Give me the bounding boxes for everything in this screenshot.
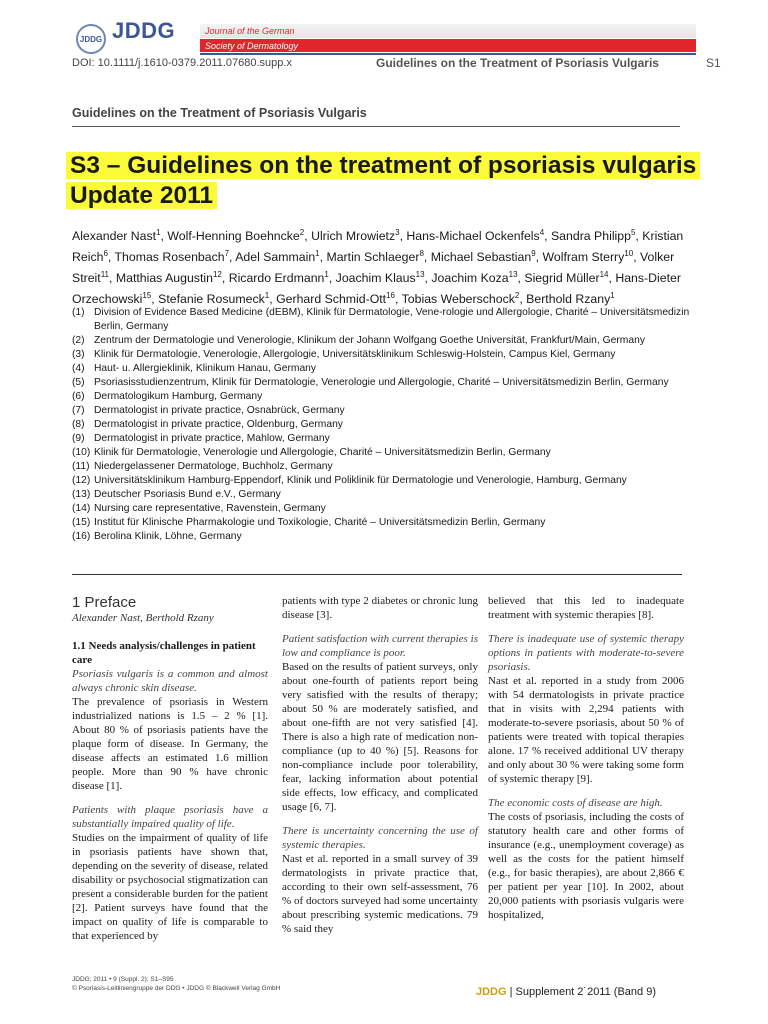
paragraph: Studies on the impairment of quality of life in psoriasis patients have shown that, depending on the severity of disease, related disability or psychosocial stigmatization can present a considerable burden for the patient [2]. Patient surveys have found that the impact on quality of life is comparable to that experienced by xyxy=(72,832,268,942)
affiliation-number: (2) xyxy=(72,335,85,346)
paragraph: Nast et al. reported in a small survey of 39 dermatologists in private practice that, according to their own self-assessment, 76 % of doctors surveyed had some uncertainty about prescribing systemic medications. 79 % said they xyxy=(282,853,478,935)
article-title xyxy=(66,151,700,211)
footer-citation xyxy=(72,975,280,993)
author-affiliation-ref: 1 xyxy=(156,228,161,237)
journal-tagline-line1: Journal of the German xyxy=(205,26,295,36)
affiliation-number: (6) xyxy=(72,391,85,402)
author-name: Ulrich Mrowietz xyxy=(311,229,396,244)
affiliation-item xyxy=(72,488,692,502)
paragraph: The costs of psoriasis, including the costs of statutory health care and other forms of insurance (e.g., unemployment coverage) as well as the costs for the patient himself (e.g., for basic therapies), are about 2,866 € per patient per year [10]. In 2002, about 20,000 patients with psoriasis vulgaris were hospitalized, xyxy=(488,811,684,921)
affiliation-text: Dermatologist in private practice, Mahlow, Germany xyxy=(94,433,330,444)
author-affiliation-ref: 15 xyxy=(142,291,152,301)
running-title: Guidelines on the Treatment of Psoriasis Vulgaris xyxy=(376,56,659,70)
key-statement: There is uncertainty concerning the use of systemic therapies. xyxy=(282,825,478,851)
affiliation-text: Berolina Klinik, Löhne, Germany xyxy=(94,531,242,542)
author-name: Hans-Dieter Orzechowski xyxy=(72,271,681,307)
author-affiliation-ref: 1 xyxy=(315,249,320,259)
footer-citation-line1: JDDG; 2011 • 9 (Suppl. 2): S1–S95 xyxy=(72,976,174,983)
affiliation-item xyxy=(72,460,692,474)
footer-brand: JDDG xyxy=(476,986,507,998)
affiliation-number: (8) xyxy=(72,419,85,430)
author-name: Wolf-Henning Boehncke xyxy=(167,229,300,244)
affiliation-item xyxy=(72,306,692,334)
author-affiliation-ref: 1 xyxy=(264,291,270,301)
paragraph: Nast et al. reported in a study from 2006 with 54 dermatologists in private practice that in visits with 2,294 patients with moderate-to-severe psoriasis, about 50 % of patients were treated with topical therapies alone. 17 % received additional UV therapy and only about 30 % were taking some form of systemic therapy [9]. xyxy=(488,675,684,785)
affiliation-text: Dermatologist in private practice, Oldenburg, Germany xyxy=(94,419,343,430)
author-name: Kristian Reich xyxy=(72,229,684,265)
author-name: Joachim Klaus xyxy=(335,271,416,286)
subsection-heading: 1.1 Needs analysis/challenges in patient care xyxy=(72,640,256,666)
author-affiliation-ref: 14 xyxy=(599,270,609,280)
author-affiliation-ref: 13 xyxy=(415,270,425,280)
header-rule xyxy=(200,53,696,55)
affiliation-text: Institut für Klinische Pharmakologie und Toxikologie, Charité – Universitätsmedizin Berlin, Germany xyxy=(94,517,546,528)
affiliation-item xyxy=(72,432,692,446)
author-affiliation-ref: 4 xyxy=(539,228,545,237)
author-name: Thomas Rosenbach xyxy=(114,250,225,265)
affiliation-item xyxy=(72,390,692,404)
affiliation-number: (12) xyxy=(72,475,91,486)
affiliation-number: (4) xyxy=(72,363,85,374)
affiliation-number: (9) xyxy=(72,433,85,444)
section-title: Guidelines on the Treatment of Psoriasis Vulgaris xyxy=(72,106,367,120)
body-column-1 xyxy=(72,594,268,953)
affiliation-item xyxy=(72,348,692,362)
footer-journal-info xyxy=(476,986,656,998)
affiliation-item xyxy=(72,376,692,390)
key-statement: Patient satisfaction with current therapies is low and compliance is poor. xyxy=(282,633,478,659)
journal-tagline-line2: Society of Dermatology xyxy=(205,41,299,51)
affiliation-number: (16) xyxy=(72,531,91,542)
author-name: Ricardo Erdmann xyxy=(228,271,325,286)
affiliation-item xyxy=(72,362,692,376)
body-column-2 xyxy=(282,594,478,946)
author-affiliation-ref: 12 xyxy=(212,270,222,280)
affiliation-text: Nursing care representative, Ravenstein, Germany xyxy=(94,503,326,514)
key-statement: Psoriasis vulgaris is a common and almost always chronic skin disease. xyxy=(72,668,268,694)
article-title-line1: S3 – Guidelines on the treatment of psoriasis vulgaris xyxy=(66,152,700,179)
column-1-text xyxy=(72,667,268,943)
author-affiliation-ref: 2 xyxy=(299,228,305,237)
author-affiliation-ref: 7 xyxy=(224,249,230,259)
affiliation-number: (1) xyxy=(72,307,85,318)
key-statement: There is inadequate use of systemic therapy options in patients with moderate-to-severe psoriasis. xyxy=(488,633,684,673)
affiliation-divider xyxy=(72,574,682,575)
author-name: Wolfram Sterry xyxy=(542,250,625,265)
key-statement: The economic costs of disease are high. xyxy=(488,797,663,809)
author-affiliation-ref: 9 xyxy=(531,249,536,259)
affiliation-text: Universitätsklinikum Hamburg-Eppendorf, Klinik und Poliklinik für Dermatologie und Venerologie, Hamburg, Germany xyxy=(94,475,627,486)
article-title-line2: Update 2011 xyxy=(66,182,217,209)
affiliation-text: Klinik für Dermatologie, Venerologie und Allergologie, Charité – Universitätsmedizin Berlin, Germany xyxy=(94,447,551,458)
author-name: Michael Sebastian xyxy=(430,250,532,265)
body-column-3 xyxy=(488,594,684,932)
affiliation-item xyxy=(72,404,692,418)
affiliation-number: (11) xyxy=(72,461,90,472)
author-affiliation-ref: 1 xyxy=(324,270,329,280)
affiliation-number: (3) xyxy=(72,349,85,360)
author-name: Hans-Michael Ockenfels xyxy=(406,229,540,244)
paragraph: Based on the results of patient surveys, only about one-fourth of patients report being very satisfied with the results of therapy; about 50 % are moderately satisfied, and about one-fifth are not very satisfied [4]. There is also a high rate of medication non-compliance (up to 40 %) [5]. Reasons for non-compliance include poor tolerability, fear, lacking information about potential side effects, low efficacy, and complicated usage [6, 7]. xyxy=(282,661,478,813)
doi-link[interactable]: DOI: 10.1111/j.1610-0379.2011.07680.supp.x xyxy=(72,57,292,69)
author-name: Berthold Rzany xyxy=(526,292,611,307)
affiliation-item xyxy=(72,418,692,432)
author-name: Alexander Nast xyxy=(72,229,157,244)
affiliation-text: Psoriasisstudienzentrum, Klinik für Dermatologie, Venerologie und Allergologie, Charité – Universitätsmedizin Berlin, Germany xyxy=(94,377,669,388)
affiliation-number: (5) xyxy=(72,377,85,388)
author-name: Joachim Koza xyxy=(431,271,509,286)
author-affiliation-ref: 16 xyxy=(386,291,396,301)
affiliation-number: (15) xyxy=(72,517,91,528)
author-affiliation-ref: 2 xyxy=(514,291,520,301)
author-name: Martin Schlaeger xyxy=(326,250,420,265)
affiliation-list xyxy=(72,306,692,544)
section-divider xyxy=(72,126,680,127)
affiliation-item xyxy=(72,474,692,488)
affiliation-text: Zentrum der Dermatologie und Venerologie, Klinikum der Johann Wolfgang Goethe Universität, Frankfurt/Main, Germany xyxy=(94,335,645,346)
affiliation-item xyxy=(72,516,692,530)
author-name: Gerhard Schmid-Ott xyxy=(276,292,387,307)
author-affiliation-ref: 3 xyxy=(395,228,400,237)
journal-logo-icon: JDDG xyxy=(76,24,106,54)
author-affiliation-ref: 10 xyxy=(624,249,634,259)
affiliation-number: (14) xyxy=(72,503,91,514)
paragraph: believed that this led to inadequate treatment with systemic therapies [8]. xyxy=(488,595,684,621)
affiliation-item xyxy=(72,334,692,348)
journal-logo-text: JDDG xyxy=(112,18,176,43)
preface-byline: Alexander Nast, Berthold Rzany xyxy=(72,612,214,624)
author-affiliation-ref: 8 xyxy=(419,249,424,259)
affiliation-text: Klinik für Dermatologie, Venerologie, Allergologie, Universitätsklinikum Schleswig-Holstein, Campus Kiel, Germany xyxy=(94,349,616,360)
author-affiliation-ref: 1 xyxy=(610,291,615,301)
author-affiliation-ref: 11 xyxy=(100,270,110,280)
author-name: Tobias Weberschock xyxy=(401,292,515,307)
affiliation-text: Haut- u. Allergieklinik, Klinikum Hanau, Germany xyxy=(94,363,317,374)
author-affiliation-ref: 5 xyxy=(630,228,636,237)
author-name: Matthias Augustin xyxy=(115,271,213,286)
affiliation-item xyxy=(72,530,692,544)
paragraph: patients with type 2 diabetes or chronic lung disease [3]. xyxy=(282,595,478,621)
affiliation-number: (10) xyxy=(72,447,91,458)
affiliation-text: Niedergelassener Dermatologe, Buchholz, Germany xyxy=(94,461,333,472)
page-number: S1 xyxy=(706,56,721,70)
author-affiliation-ref: 6 xyxy=(103,249,108,259)
affiliation-number: (7) xyxy=(72,405,85,416)
affiliation-item xyxy=(72,446,692,460)
author-list: Alexander Nast$^1$, Wolf-Henning Boehncke$^2$, Ulrich Mrowietz$^3$, Hans-Michael Ockenfels$^4$, Sandra Philipp$^5$, Kristian Reich$^6$, Thomas Rosenbach$^7$, Adel Sammain$^1$, Martin Schlaeger$^8$, Michael Sebastian$^9$, Wolfram Sterry$^{10}$, Volker Streit$^{11}$, Matthias Augustin$^{12}$, Ricardo Erdmann$^1$, Joachim Klaus$^{13}$, Joachim Koza$^{13}$, Siegrid Müller$^{14}$, Hans-Dieter Orzechowski$^{15}$, Stefanie Rosumeck$^1$, Gerhard Schmid-Ott$^{16}$, Tobias Weberschock$^2$, Berthold Rzany$^1$ xyxy=(72,228,684,307)
author-name: Stefanie Rosumeck xyxy=(158,292,265,307)
affiliation-item xyxy=(72,502,692,516)
affiliation-text: Division of Evidence Based Medicine (dEBM), Klinik für Dermatologie, Vene-rologie und Allergologie, Charité – Universitätsmedizin Berlin, Germany xyxy=(94,307,690,332)
key-statement: Patients with plaque psoriasis have a substantially impaired quality of life. xyxy=(72,804,268,830)
footer-citation-line2: © Psoriasis-Leitliniengruppe der DDG • JDDG © Blackwell Verlag GmbH xyxy=(72,985,281,992)
preface-heading: 1 Preface xyxy=(72,594,137,611)
author-name: Sandra Philipp xyxy=(550,229,631,244)
footer-supplement: | Supplement 2˙2011 (Band 9) xyxy=(506,986,656,998)
affiliation-text: Dermatologist in private practice, Osnabrück, Germany xyxy=(94,405,345,416)
author-affiliation-ref: 13 xyxy=(508,270,518,280)
author-name: Siegrid Müller xyxy=(524,271,600,286)
affiliation-text: Dermatologikum Hamburg, Germany xyxy=(94,391,263,402)
author-name: Adel Sammain xyxy=(235,250,316,265)
affiliation-text: Deutscher Psoriasis Bund e.V., Germany xyxy=(94,489,281,500)
paragraph: The prevalence of psoriasis in Western industrialized nations is 1.5 – 2 % [1]. About 80 % of psoriasis patients have the plaque form of disease. In Germany, the disease affects an estimated 1.6 million people. More than 90 % have chronic disease [1]. xyxy=(72,696,268,792)
affiliation-number: (13) xyxy=(72,489,91,500)
author-name: Volker Streit xyxy=(72,250,675,286)
